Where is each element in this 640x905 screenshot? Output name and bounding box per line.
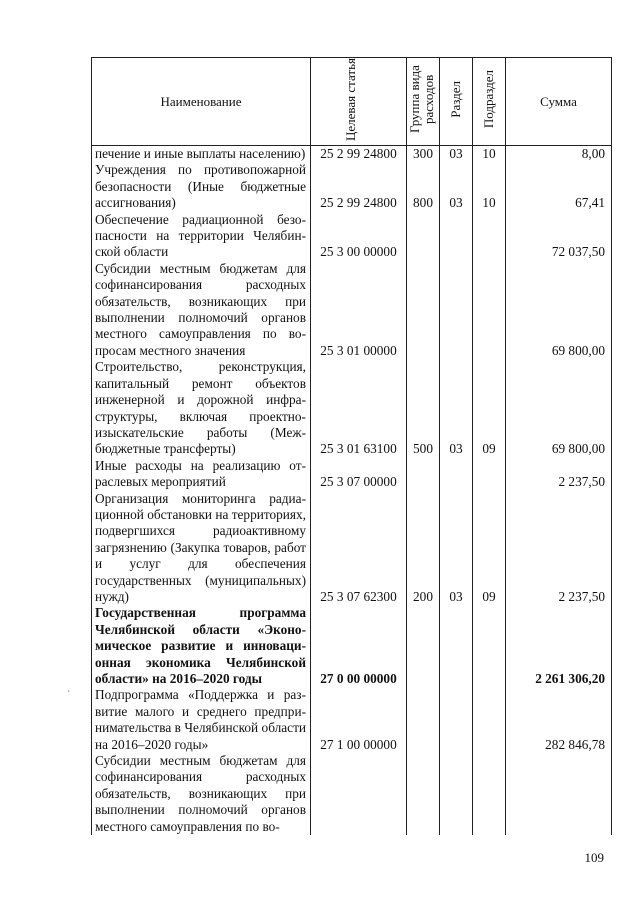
row-section (440, 261, 473, 359)
header-sum: Сумма (506, 58, 612, 146)
row-name: Субсидии местным бюджетам для софинансирования расходных обязательств, возникающих при выполнении полномочий органов местного самоуправления по вопросам местного значения (92, 261, 311, 359)
row-subsection (473, 261, 506, 359)
row-name: печение и иные выплаты населению) (92, 146, 311, 163)
row-sum: 2 261 306,20 (506, 605, 612, 687)
row-expense-group (407, 261, 440, 359)
row-expense-group (407, 753, 440, 835)
margin-mark: ` (67, 690, 71, 701)
row-sum: 2 237,50 (506, 491, 612, 606)
table-header-row (92, 58, 612, 146)
header-subsection: Подраздел (473, 58, 506, 146)
table-row (92, 458, 612, 491)
row-name: Субсидии местным бюджетам для софинансирования расходных обязательств, возникающих при выполнении полномочий органов местного самоуправления по во- (92, 753, 311, 835)
table-row (92, 212, 612, 261)
row-section: 03 (440, 359, 473, 457)
row-subsection (473, 458, 506, 491)
table-row (92, 146, 612, 163)
row-sum (506, 753, 612, 835)
row-subsection: 10 (473, 146, 506, 163)
row-sum: 8,00 (506, 146, 612, 163)
row-target-article: 25 2 99 24800 (311, 146, 407, 163)
row-target-article: 25 3 00 00000 (311, 212, 407, 261)
table-row (92, 261, 612, 359)
table-row (92, 359, 612, 457)
header-target-article: Целевая статья (311, 58, 407, 146)
row-section: 03 (440, 146, 473, 163)
row-target-article (311, 753, 407, 835)
row-section (440, 687, 473, 753)
row-section (440, 458, 473, 491)
row-sum: 2 237,50 (506, 458, 612, 491)
row-subsection: 10 (473, 162, 506, 211)
row-sum: 69 800,00 (506, 359, 612, 457)
table-row (92, 753, 612, 835)
table-row (92, 687, 612, 753)
row-subsection (473, 753, 506, 835)
budget-table (91, 57, 612, 835)
row-sum: 69 800,00 (506, 261, 612, 359)
row-sum: 282 846,78 (506, 687, 612, 753)
row-expense-group (407, 687, 440, 753)
row-section: 03 (440, 491, 473, 606)
page-number: 109 (584, 850, 604, 865)
row-subsection (473, 212, 506, 261)
row-target-article: 25 3 07 00000 (311, 458, 407, 491)
row-section (440, 753, 473, 835)
row-section (440, 605, 473, 687)
row-expense-group: 800 (407, 162, 440, 211)
row-subsection: 09 (473, 491, 506, 606)
row-target-article: 25 3 07 62300 (311, 491, 407, 606)
row-target-article: 25 3 01 00000 (311, 261, 407, 359)
row-sum: 67,41 (506, 162, 612, 211)
row-expense-group: 200 (407, 491, 440, 606)
row-expense-group (407, 605, 440, 687)
header-section: Раздел (440, 58, 473, 146)
row-name: Учреждения по противопожарной безопасности (Иные бюджетные ассигнования) (92, 162, 311, 211)
row-section: 03 (440, 162, 473, 211)
table-row (92, 491, 612, 606)
row-target-article: 27 0 00 00000 (311, 605, 407, 687)
row-name: Обеспечение радиационной безопасности на территории Челябинской области (92, 212, 311, 261)
row-subsection (473, 605, 506, 687)
header-expense-group: Группа вида расходов (407, 58, 440, 146)
row-name: Строительство, реконструкция, капитальный ремонт объектов инженерной и дорожной инфраструктуры, включая проектно-изыскательские работы (Межбюджетные трансферты) (92, 359, 311, 457)
row-expense-group (407, 458, 440, 491)
row-target-article: 27 1 00 00000 (311, 687, 407, 753)
row-target-article: 25 3 01 63100 (311, 359, 407, 457)
row-name: Иные расходы на реализацию отраслевых мероприятий (92, 458, 311, 491)
row-target-article: 25 2 99 24800 (311, 162, 407, 211)
row-expense-group: 300 (407, 146, 440, 163)
row-section (440, 212, 473, 261)
row-subsection: 09 (473, 359, 506, 457)
table-row (92, 605, 612, 687)
row-subsection (473, 687, 506, 753)
row-name: Организация мониторинга радиационной обстановки на территориях, подвергшихся радиоактивному загрязнению (Закупка товаров, работ и услуг для обеспечения государственных (муниципальных) нужд) (92, 491, 311, 606)
row-expense-group (407, 212, 440, 261)
row-sum: 72 037,50 (506, 212, 612, 261)
row-name: Государственная программа Челябинской области «Экономическое развитие и инновационная экономика Челябинской области» на 2016–2020 годы (92, 605, 311, 687)
row-expense-group: 500 (407, 359, 440, 457)
table-row (92, 162, 612, 211)
header-name: Наименование (92, 58, 311, 146)
row-name: Подпрограмма «Поддержка и развитие малого и среднего предпринимательства в Челябинской области на 2016–2020 годы» (92, 687, 311, 753)
